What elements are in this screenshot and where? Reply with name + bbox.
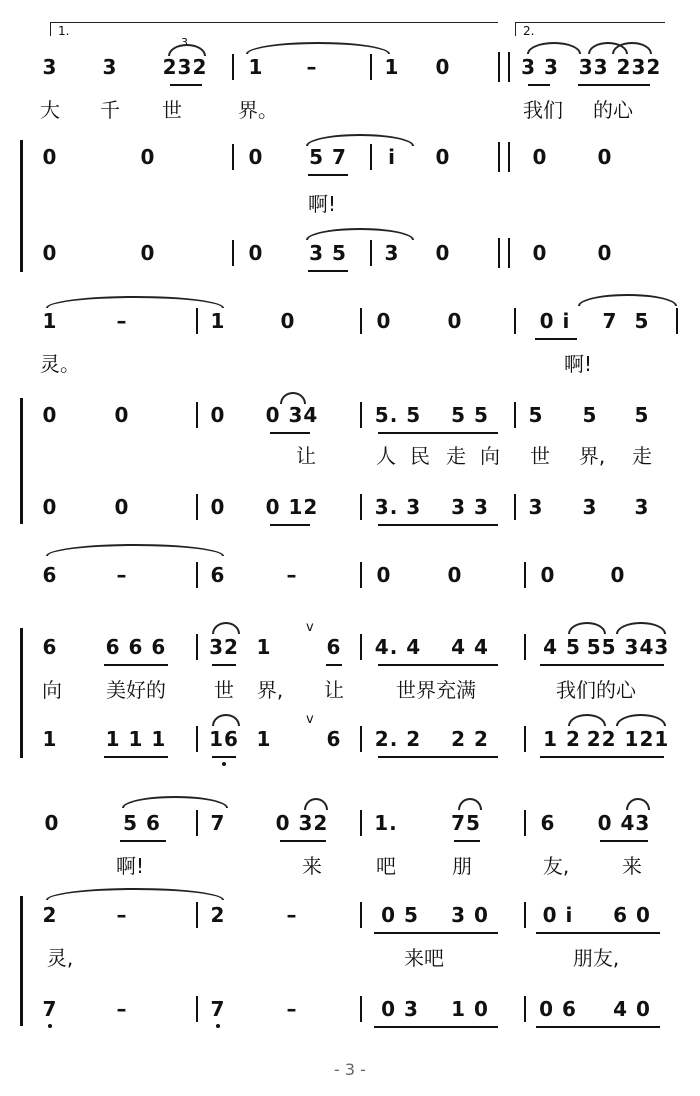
barline <box>524 562 526 588</box>
ending-label-2: 2. <box>523 24 535 38</box>
slur <box>246 42 390 54</box>
slur <box>616 714 666 726</box>
slur <box>527 42 581 54</box>
lyric: 千 <box>100 98 120 122</box>
note: 1 <box>256 635 272 659</box>
note: 6 <box>210 563 226 587</box>
note: 3. 3 <box>374 495 422 519</box>
lyric: 向 <box>42 678 62 702</box>
beam <box>104 756 168 758</box>
barline <box>524 726 526 752</box>
barline <box>196 726 198 752</box>
lyric: 来 <box>622 854 642 878</box>
barline <box>370 54 372 80</box>
system-brace <box>20 628 23 758</box>
note: 1 <box>42 309 58 333</box>
note: – <box>306 55 318 79</box>
staff-row-part-3 <box>0 994 700 1024</box>
note: 0 <box>597 241 613 265</box>
note: 2 <box>210 903 226 927</box>
lower-octave-dot <box>216 1024 220 1028</box>
lyric: 界。 <box>238 98 278 122</box>
note: – <box>116 903 128 927</box>
barline <box>360 996 362 1022</box>
beam <box>170 84 202 86</box>
lyric: 界, <box>578 444 606 468</box>
staff-row-part-2 <box>0 142 700 172</box>
repeat-barline <box>498 52 500 82</box>
staff-row-part-2 <box>0 400 700 430</box>
slur <box>168 44 206 56</box>
slur <box>46 544 224 556</box>
note: 0 <box>435 55 451 79</box>
note: 1 1 1 <box>105 727 167 751</box>
slur <box>212 714 240 726</box>
note: – <box>116 563 128 587</box>
lower-octave-dot <box>48 1024 52 1028</box>
staff-row-part-3 <box>0 724 700 754</box>
note: 4 4 <box>451 635 489 659</box>
lyric: 世 <box>214 678 234 702</box>
note: 3 5 <box>309 241 347 265</box>
lyric: 界, <box>256 678 284 702</box>
beam <box>120 840 166 842</box>
repeat-barline <box>508 238 510 268</box>
barline <box>360 562 362 588</box>
barline <box>524 634 526 660</box>
lyric: 世 <box>162 98 182 122</box>
note: 0 <box>435 241 451 265</box>
note: 3 <box>528 495 544 519</box>
lyric: 灵, <box>46 946 74 970</box>
slur <box>304 798 328 810</box>
note: 0 <box>610 563 626 587</box>
slur <box>46 888 224 900</box>
lower-octave-dot <box>222 762 226 766</box>
note: 5 <box>634 309 650 333</box>
triplet-mark: 3 <box>181 36 188 49</box>
slur <box>616 622 666 634</box>
barline <box>370 144 372 170</box>
slur <box>46 296 224 308</box>
barline <box>360 902 362 928</box>
barline <box>524 810 526 836</box>
note: 1. <box>374 811 398 835</box>
staff-row-melody <box>0 560 700 590</box>
barline <box>524 902 526 928</box>
note: – <box>116 997 128 1021</box>
lyric: 向 <box>480 444 500 468</box>
slur <box>122 796 228 808</box>
note: 7 <box>210 997 226 1021</box>
note: 5 <box>582 403 598 427</box>
note: 0 <box>447 309 463 333</box>
barline <box>514 402 516 428</box>
beam <box>378 432 498 434</box>
note: 5 7 <box>309 145 347 169</box>
note: 1 <box>210 309 226 333</box>
lyric: 人 <box>376 444 396 468</box>
beam <box>535 338 577 340</box>
note: – <box>286 563 298 587</box>
beam <box>378 664 498 666</box>
beam <box>454 840 480 842</box>
barline <box>360 402 362 428</box>
beam <box>374 932 498 934</box>
lyric: 啊! <box>563 352 593 376</box>
lyric: 走 <box>632 444 652 468</box>
ending-bracket-1-left <box>50 22 51 36</box>
note: 6 <box>540 811 556 835</box>
barline <box>232 54 234 80</box>
beam <box>326 664 342 666</box>
barline <box>514 308 516 334</box>
repeat-barline <box>508 142 510 172</box>
note: 4 5 <box>543 635 581 659</box>
slur <box>280 392 306 404</box>
note: 0 <box>114 403 130 427</box>
staff-row-part-3 <box>0 492 700 522</box>
lyric: 让 <box>296 444 316 468</box>
note: 7 <box>602 309 618 333</box>
lyric: 来吧 <box>404 946 444 970</box>
note: 0 32 <box>275 811 329 835</box>
barline <box>196 308 198 334</box>
beam <box>536 1026 660 1028</box>
note: 6 0 <box>613 903 651 927</box>
note: 0 34 <box>265 403 319 427</box>
lyric: 世界充满 <box>396 678 476 702</box>
note: 0 <box>376 309 392 333</box>
lyric: 走 <box>446 444 466 468</box>
note: 2 <box>42 903 58 927</box>
barline <box>196 494 198 520</box>
note: 1 0 <box>451 997 489 1021</box>
slur <box>458 798 482 810</box>
note: 0 i <box>542 903 574 927</box>
lyric: 的心 <box>593 98 633 122</box>
note: 0 6 <box>539 997 577 1021</box>
lyric: 让 <box>324 678 344 702</box>
note: 55 343 <box>586 635 670 659</box>
lyric: 朋 <box>452 854 472 878</box>
beam <box>308 174 348 176</box>
lyric: 啊! <box>115 854 145 878</box>
slur <box>568 714 606 726</box>
note: 6 <box>42 635 58 659</box>
note: 0 <box>597 145 613 169</box>
note: 5 <box>528 403 544 427</box>
note: 5 5 <box>451 403 489 427</box>
lyric: 朋友, <box>572 946 620 970</box>
staff-row-part-2 <box>0 900 700 930</box>
note: 1 <box>248 55 264 79</box>
lyric: 世 <box>530 444 550 468</box>
beam <box>378 524 498 526</box>
note: 1 <box>42 727 58 751</box>
note: 32 <box>209 635 239 659</box>
note: 0 <box>140 145 156 169</box>
note: 1 2 <box>543 727 581 751</box>
lyric: 民 <box>410 444 430 468</box>
note: 3 3 <box>521 55 559 79</box>
note: i <box>388 145 396 169</box>
beam <box>578 84 650 86</box>
staff-row-melody <box>0 52 700 82</box>
barline <box>360 494 362 520</box>
barline <box>232 240 234 266</box>
note: 0 <box>532 241 548 265</box>
barline <box>676 308 678 334</box>
note: 2. 2 <box>374 727 422 751</box>
note: 2 2 <box>451 727 489 751</box>
note: – <box>286 997 298 1021</box>
staff-row-melody <box>0 808 700 838</box>
note: 75 <box>451 811 481 835</box>
note: 0 <box>42 145 58 169</box>
staff-row-part-3 <box>0 238 700 268</box>
ending-label-1: 1. <box>58 24 70 38</box>
beam <box>280 840 326 842</box>
note: 5. 5 <box>374 403 422 427</box>
beam <box>536 932 660 934</box>
beam <box>374 1026 498 1028</box>
lyric: 美好的 <box>106 678 166 702</box>
note: 6 <box>326 727 342 751</box>
note: 1 <box>384 55 400 79</box>
note: 16 <box>209 727 239 751</box>
note: 0 <box>42 403 58 427</box>
page-number: - 3 - <box>334 1060 366 1079</box>
beam <box>540 664 664 666</box>
note: 3 3 <box>451 495 489 519</box>
note: 0 <box>248 241 264 265</box>
lyric: 灵。 <box>40 352 80 376</box>
barline <box>196 562 198 588</box>
note: 0 12 <box>265 495 319 519</box>
system-brace <box>20 896 23 1026</box>
barline <box>370 240 372 266</box>
note: 6 <box>326 635 342 659</box>
barline <box>196 402 198 428</box>
beam <box>308 270 348 272</box>
barline <box>360 634 362 660</box>
note: 0 <box>280 309 296 333</box>
beam <box>540 756 664 758</box>
lyric: 我们 <box>523 98 563 122</box>
note: 0 <box>248 145 264 169</box>
note: 0 <box>210 495 226 519</box>
slur <box>306 228 414 240</box>
barline <box>360 308 362 334</box>
breath-mark: v <box>306 712 314 727</box>
lyric: 我们的心 <box>556 678 636 702</box>
lyric: 吧 <box>376 854 396 878</box>
note: 0 <box>114 495 130 519</box>
beam <box>378 756 498 758</box>
lyric: 友, <box>542 854 570 878</box>
breath-mark: v <box>306 620 314 635</box>
beam <box>270 432 310 434</box>
barline <box>232 144 234 170</box>
lyric: 啊! <box>307 192 337 216</box>
note: 0 <box>44 811 60 835</box>
note: 0 43 <box>597 811 651 835</box>
slur <box>306 134 414 146</box>
note: 0 <box>42 241 58 265</box>
note: 0 <box>140 241 156 265</box>
ending-bracket-2-top <box>515 22 665 23</box>
repeat-barline <box>498 238 500 268</box>
slur <box>568 622 606 634</box>
barline <box>514 494 516 520</box>
lyric: 大 <box>40 98 60 122</box>
note: 0 3 <box>381 997 419 1021</box>
beam <box>270 524 310 526</box>
beam <box>212 664 236 666</box>
beam <box>600 840 648 842</box>
note: 1 <box>256 727 272 751</box>
note: 4. 4 <box>374 635 422 659</box>
ending-bracket-1-top <box>50 22 498 23</box>
barline <box>196 996 198 1022</box>
note: 0 <box>435 145 451 169</box>
beam <box>104 664 168 666</box>
barline <box>196 902 198 928</box>
beam <box>212 756 236 758</box>
note: 6 6 6 <box>105 635 167 659</box>
note: 22 121 <box>586 727 670 751</box>
slur <box>578 294 677 306</box>
note: 0 <box>540 563 556 587</box>
note: 0 <box>210 403 226 427</box>
note: 6 <box>42 563 58 587</box>
note: 0 <box>532 145 548 169</box>
barline <box>196 634 198 660</box>
note: 232 <box>162 55 208 79</box>
note: 0 <box>376 563 392 587</box>
note: 3 <box>582 495 598 519</box>
note: 0 5 <box>381 903 419 927</box>
note: 3 <box>384 241 400 265</box>
note: – <box>286 903 298 927</box>
note: 3 0 <box>451 903 489 927</box>
barline <box>360 726 362 752</box>
note: 7 <box>42 997 58 1021</box>
staff-row-part-2 <box>0 632 700 662</box>
note: 5 <box>634 403 650 427</box>
staff-row-melody <box>0 306 700 336</box>
note: 5 6 <box>123 811 161 835</box>
repeat-barline <box>508 52 510 82</box>
note: 4 0 <box>613 997 651 1021</box>
note: 3 <box>102 55 118 79</box>
barline <box>360 810 362 836</box>
system-brace <box>20 140 23 272</box>
repeat-barline <box>498 142 500 172</box>
note: 7 <box>210 811 226 835</box>
barline <box>196 810 198 836</box>
note: 3 <box>42 55 58 79</box>
barline <box>524 996 526 1022</box>
ending-bracket-2-left <box>515 22 516 36</box>
lyric: 来 <box>302 854 322 878</box>
beam <box>528 84 550 86</box>
note: 33 232 <box>578 55 662 79</box>
note: 3 <box>634 495 650 519</box>
slur <box>626 798 650 810</box>
note: 0 <box>42 495 58 519</box>
system-brace <box>20 398 23 524</box>
note: 0 i <box>539 309 571 333</box>
slur <box>212 622 240 634</box>
note: – <box>116 309 128 333</box>
note: 0 <box>447 563 463 587</box>
